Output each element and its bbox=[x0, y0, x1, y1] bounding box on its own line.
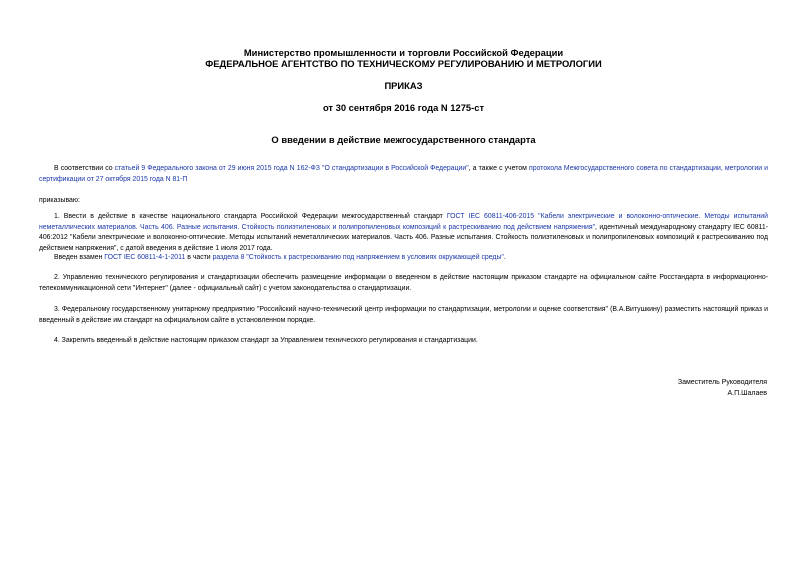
item-1-paragraph bbox=[39, 212, 768, 254]
preamble-paragraph bbox=[39, 164, 768, 185]
preamble-text-1: В соответствии со bbox=[54, 165, 115, 172]
signature-position: Заместитель Руководителя bbox=[677, 379, 767, 386]
item-1-text-1: 1. Ввести в действие в качестве национального стандарта Российской Федерации межгосударственный стандарт bbox=[54, 213, 447, 220]
item-1-text-2: , идентичный международному стандарту IEC 60811-406:2012 "Кабели электрические и волоконно-оптические. Методы испытаний неметаллических материалов. Часть 406. Разные испытания. Стойкость полиэтиленовых и полипропиленовых композиций к растрескиванию под действием напряжения", с датой введения в действие 1 июля 2017 года. bbox=[39, 223, 768, 252]
replaced-text-3: . bbox=[503, 254, 506, 261]
item-4-paragraph: 4. Закрепить введенный в действие настоящим приказом стандарт за Управлением технического регулирования и стандартизации. bbox=[54, 337, 478, 344]
gost-406-link[interactable]: ГОСТ IEC 60811-406-2015 "Кабели электрические и волоконно-оптические. Методы испытаний неметаллических материалов. Часть 406. Разные испытания. Стойкость полиэтиленовых и полипропиленовых композиций к растрескиванию под действием напряжения" bbox=[39, 213, 768, 231]
replaced-paragraph bbox=[39, 253, 768, 264]
protocol-link[interactable]: протокола Межгосударственного совета по стандартизации, метрологии и сертификации от 27 октября 2015 года N 81-П bbox=[39, 165, 768, 183]
replaced-text-2: в части bbox=[185, 254, 213, 261]
agency-heading: ФЕДЕРАЛЬНОЕ АГЕНТСТВО ПО ТЕХНИЧЕСКОМУ РЕГУЛИРОВАНИЮ И МЕТРОЛОГИИ bbox=[205, 58, 602, 69]
replaced-text-1: Введен взамен bbox=[54, 254, 105, 261]
doc-type-heading: ПРИКАЗ bbox=[384, 80, 423, 91]
order-word: приказываю: bbox=[39, 197, 80, 204]
gost-4-1-link[interactable]: ГОСТ IEC 60811-4-1-2011 bbox=[104, 254, 186, 261]
item-3-paragraph: 3. Федеральному государственному унитарному предприятию "Российский научно-технический центр информации по стандартизации, метрологии и оценке соответствия" (В.А.Витушкину) разместить настоящий приказ и введенный в действие им стандарт на официальном сайте в установленном порядке. bbox=[39, 306, 768, 324]
page-title: О введении в действие межгосударственного стандарта bbox=[271, 134, 536, 145]
section-8-link[interactable]: раздела 8 "Стойкость к растрескиванию под напряжением в условиях окружающей среды" bbox=[212, 254, 504, 261]
date-number: от 30 сентября 2016 года N 1275-ст bbox=[322, 102, 485, 113]
preamble-text-2: , а также с учетом bbox=[468, 165, 529, 172]
signature-name: А.П.Шалаев bbox=[727, 390, 767, 397]
item-2-paragraph: 2. Управлению технического регулирования и стандартизации обеспечить размещение информации о введенном в действие настоящим приказом стандарте на официальном сайте Росстандарта в информационно-телекоммуникационной сети "Интернет" (далее - официальный сайт) с учетом законодательства о стандартизации. bbox=[39, 274, 768, 292]
ministry-heading: Министерство промышленности и торговли Российской Федерации bbox=[243, 47, 564, 58]
law-link[interactable]: статьей 9 Федерального закона от 29 июня 2015 года N 162-ФЗ "О стандартизации в Российской Федерации" bbox=[114, 165, 469, 172]
